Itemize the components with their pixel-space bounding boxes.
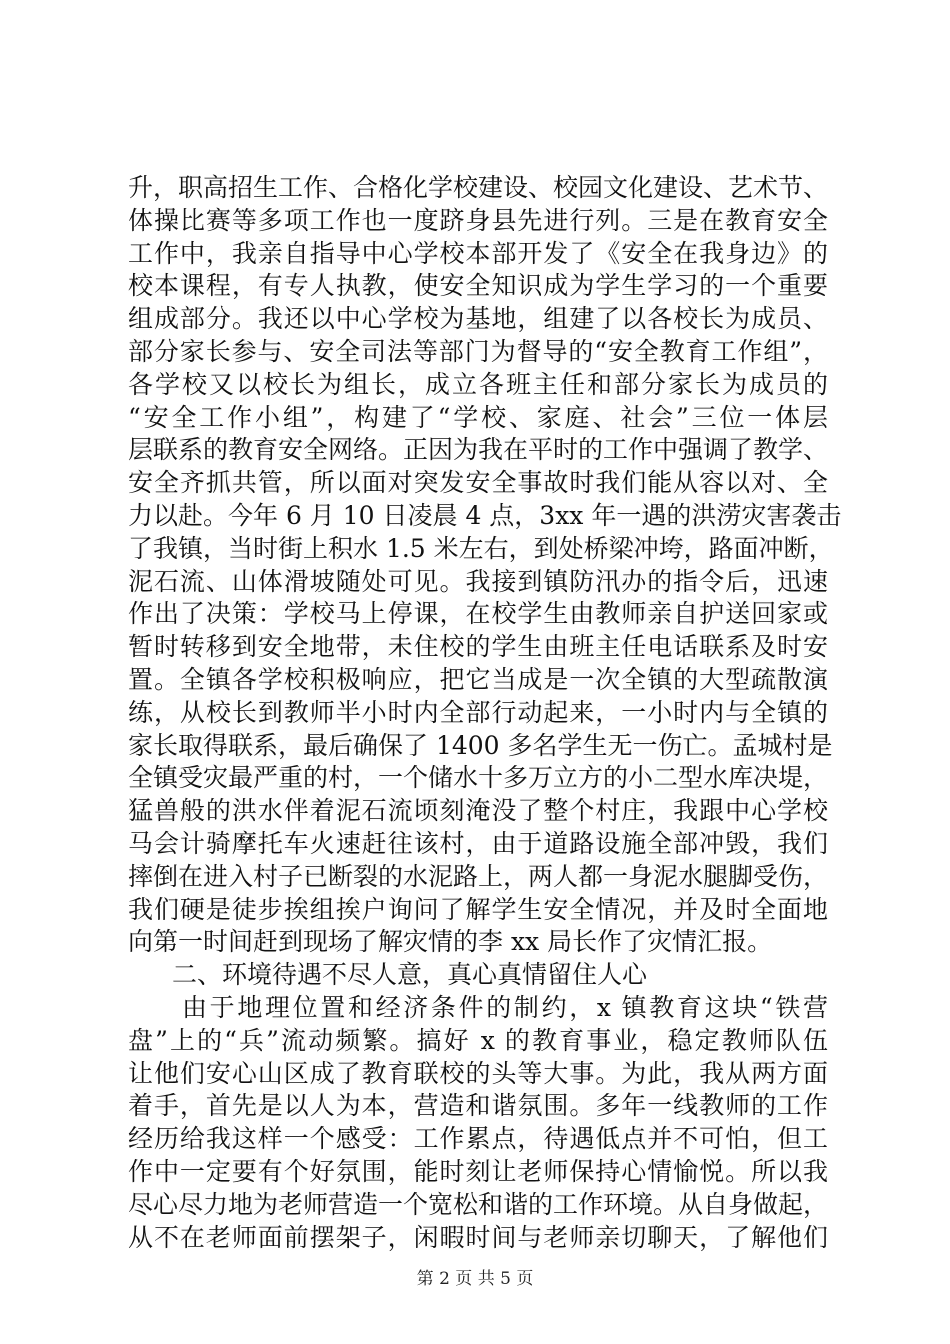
text-line: 暂时转移到安全地带，未住校的学生由班主任电话联系及时安 <box>128 632 828 662</box>
text-line: 猛兽般的洪水伴着泥石流顷刻淹没了整个村庄，我跟中心学校 <box>128 796 828 826</box>
text-line: 层联系的教育安全网络。正因为我在平时的工作中强调了教学、 <box>128 435 829 465</box>
text-line: 升，职高招生工作、合格化学校建设、校园文化建设、艺术节、 <box>128 173 829 202</box>
text-line: 让他们安心山区成了教育联校的头等大事。为此，我从两方面 <box>128 1058 828 1088</box>
text-line: 工作中，我亲自指导中心学校本部开发了《安全在我身边》的 <box>128 238 828 268</box>
text-line: 盘”上的“兵”流动频繁。搞好 x 的教育事业，稳定教师队伍 <box>128 1025 828 1055</box>
text-line: 练，从校长到教师半小时内全部行动起来，一小时内与全镇的 <box>128 697 828 727</box>
body-text <box>128 172 842 1254</box>
text-line: 马会计骑摩托车火速赶往该村，由于道路设施全部冲毁，我们 <box>128 828 828 858</box>
section-heading: 二、环境待遇不尽人意，真心真情留住人心 <box>172 960 648 990</box>
text-line: 置。全镇各学校积极响应，把它当成是一次全镇的大型疏散演 <box>128 664 828 694</box>
text-line: 作出了决策：学校马上停课，在校学生由教师亲自护送回家或 <box>128 599 828 629</box>
text-line: 组成部分。我还以中心学校为基地，组建了以各校长为成员、 <box>128 304 828 334</box>
text-line: 作中一定要有个好氛围，能时刻让老师保持心情愉悦。所以我 <box>128 1156 828 1186</box>
text-line: 家长取得联系，最后确保了 1400 多名学生无一伤亡。孟城村是 <box>128 730 833 760</box>
text-line: 了我镇，当时街上积水 1.5 米左右，到处桥梁冲垮，路面冲断， <box>128 533 834 563</box>
page-number: 第 2 页 共 5 页 <box>416 1269 534 1289</box>
text-line: 经历给我这样一个感受：工作累点，待遇低点并不可怕，但工 <box>128 1124 828 1154</box>
text-line: 部分家长参与、安全司法等部门为督导的“安全教育工作组”， <box>128 336 828 366</box>
text-line: “安全工作小组”，构建了“学校、家庭、社会”三位一体层 <box>128 402 828 432</box>
text-line: 从不在老师面前摆架子，闲暇时间与老师亲切聊天，了解他们 <box>128 1222 828 1252</box>
text-line: 力以赴。今年 6 月 10 日凌晨 4 点，3xx 年一遇的洪涝灾害袭击 <box>128 500 842 530</box>
text-line: 由于地理位置和经济条件的制约，x 镇教育这块“铁营 <box>182 992 828 1022</box>
text-line: 着手，首先是以人为本，营造和谐氛围。多年一线教师的工作 <box>128 1091 828 1121</box>
text-line: 我们硬是徒步挨组挨户询问了解学生安全情况，并及时全面地 <box>128 894 828 924</box>
text-line: 摔倒在进入村子已断裂的水泥路上，两人都一身泥水腿脚受伤， <box>128 861 829 891</box>
text-line: 全镇受灾最严重的村，一个储水十多万立方的小二型水库决堤， <box>128 763 829 793</box>
text-line: 尽心尽力地为老师营造一个宽松和谐的工作环境。从自身做起， <box>128 1189 829 1219</box>
text-line: 体操比赛等多项工作也一度跻身县先进行列。三是在教育安全 <box>128 205 828 235</box>
text-line: 校本课程，有专人执教，使安全知识成为学生学习的一个重要 <box>128 271 828 301</box>
text-line: 泥石流、山体滑坡随处可见。我接到镇防汛办的指令后，迅速 <box>128 566 828 596</box>
text-line: 向第一时间赶到现场了解灾情的李 xx 局长作了灾情汇报。 <box>128 927 773 957</box>
text-line: 安全齐抓共管，所以面对突发安全事故时我们能从容以对、全 <box>128 468 828 498</box>
text-line: 各学校又以校长为组长，成立各班主任和部分家长为成员的 <box>128 369 828 399</box>
